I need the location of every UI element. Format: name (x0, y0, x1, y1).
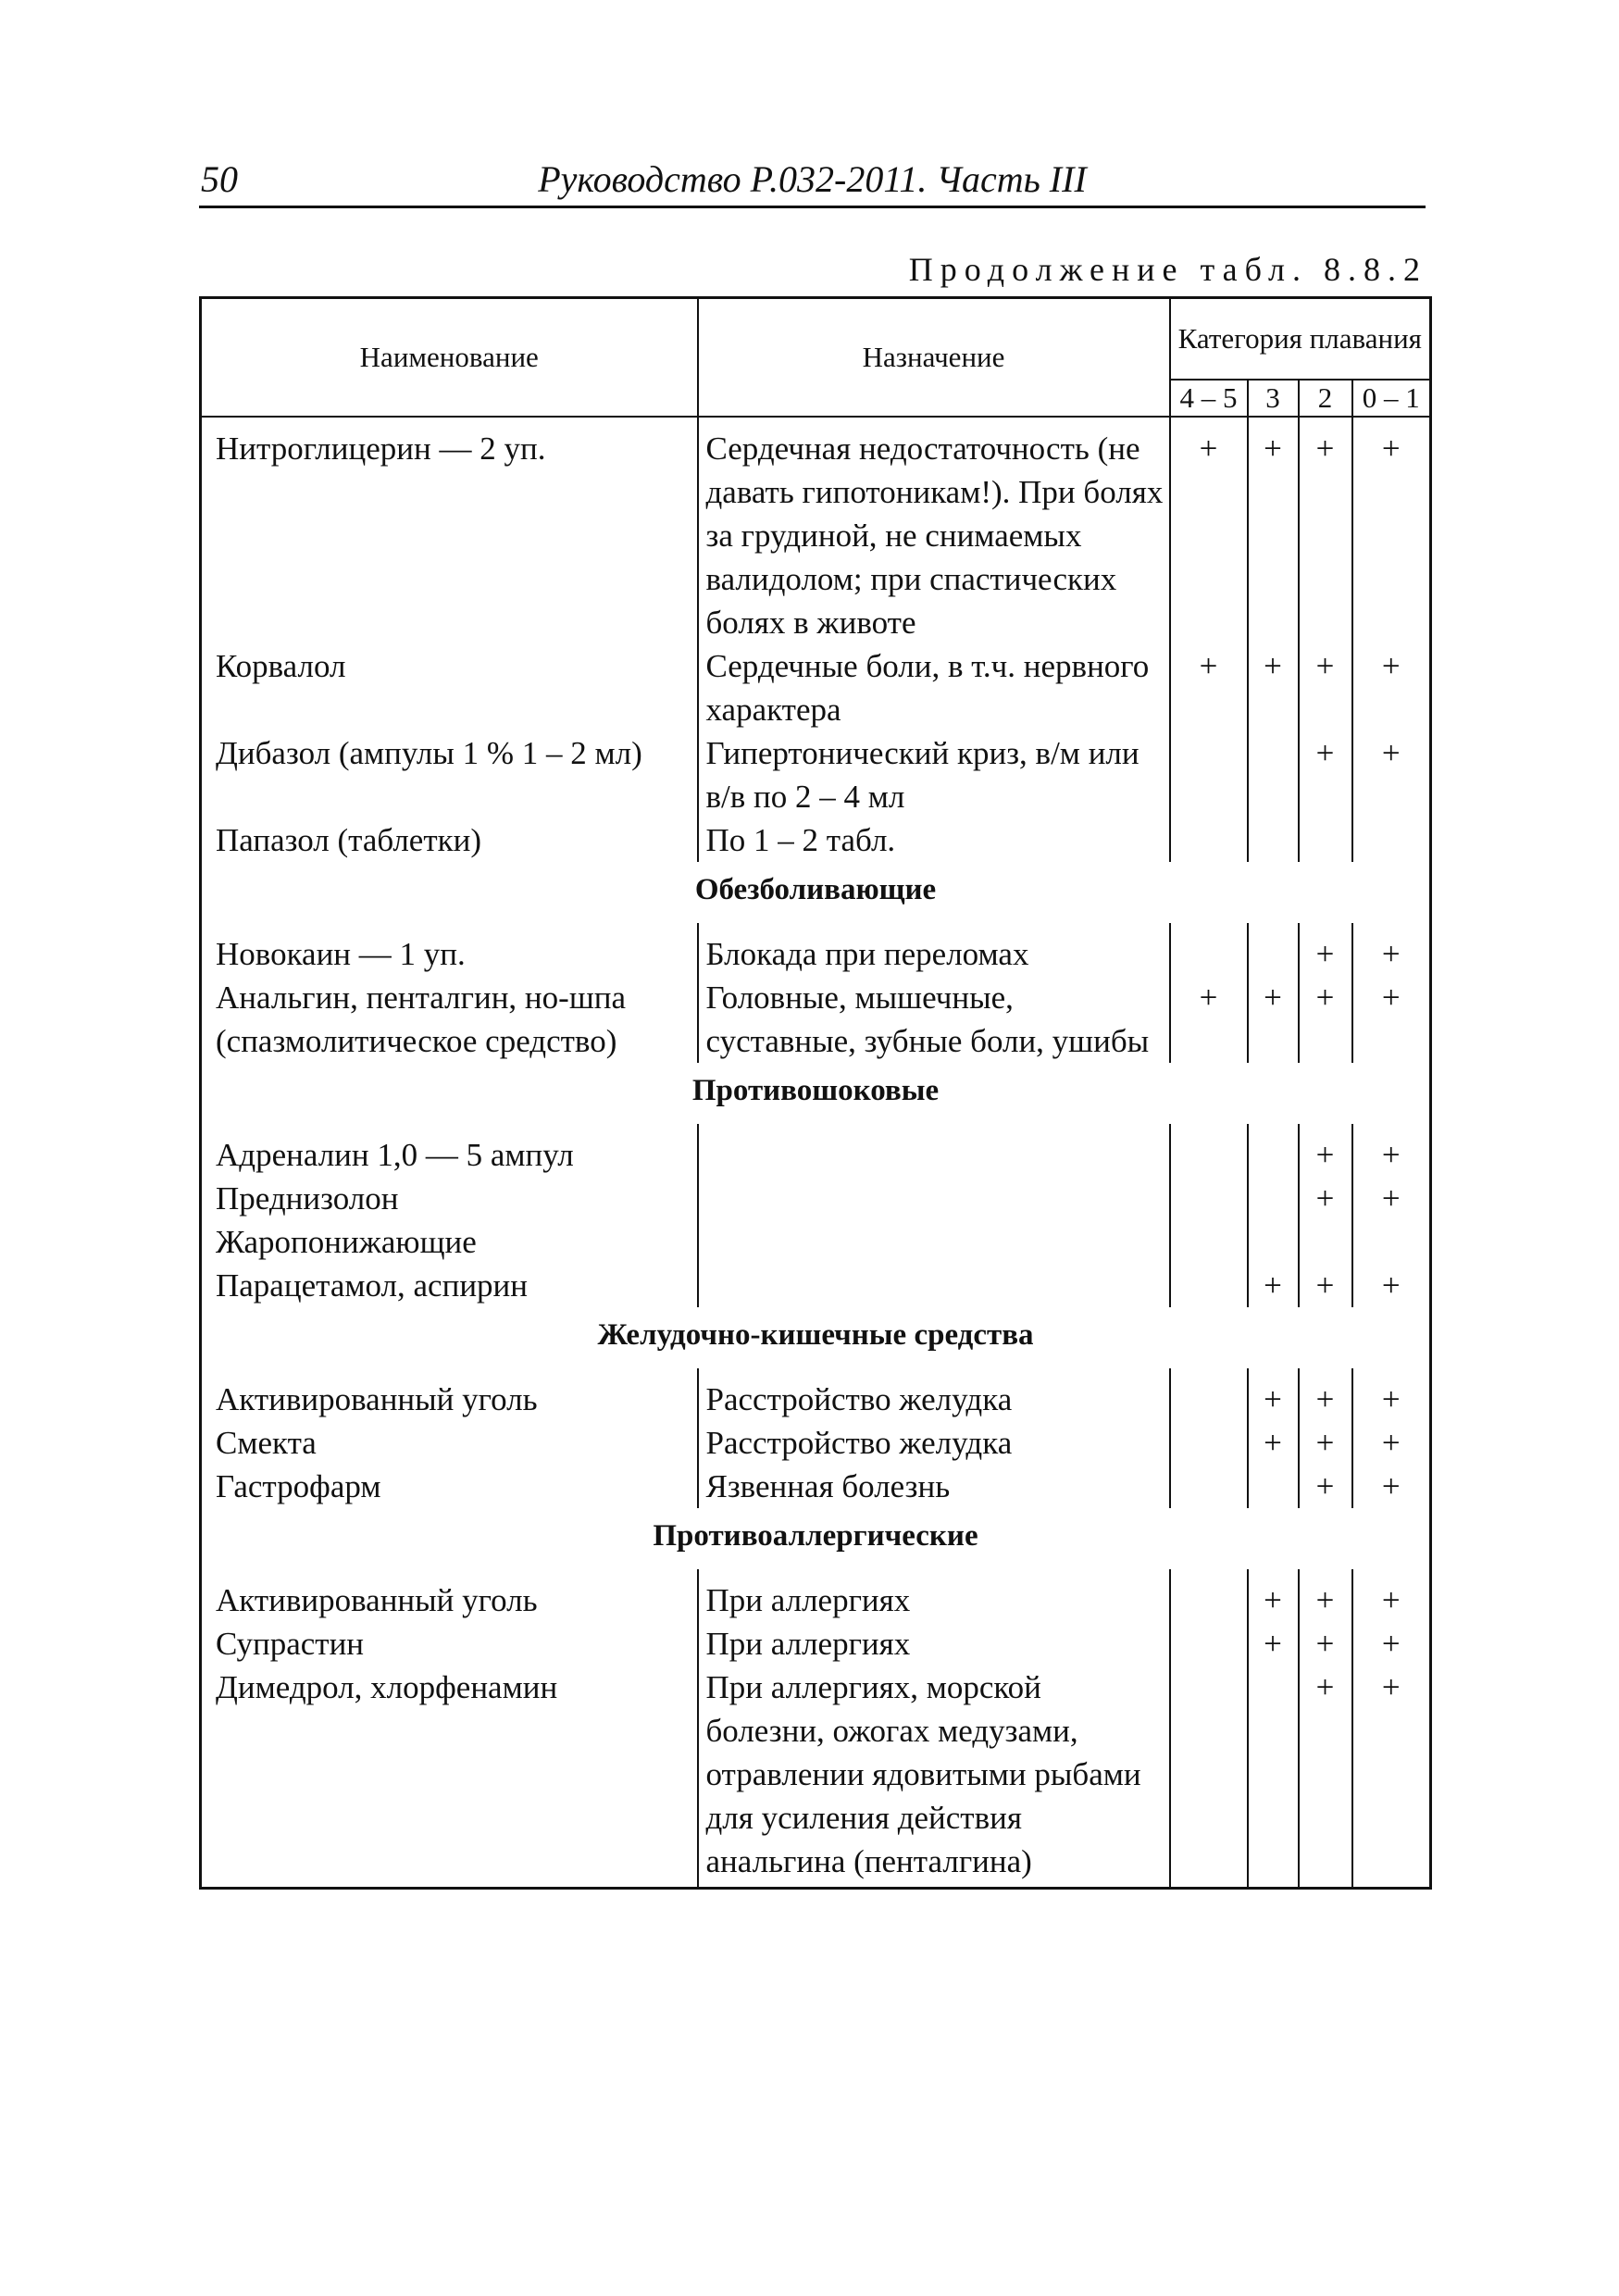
category-mark-cell: + (1352, 1622, 1431, 1666)
category-mark-cell: + (1352, 1177, 1431, 1220)
medicine-purpose-cell: Головные, мышечные, суставные, зубные боли, ушибы (698, 976, 1170, 1063)
table-row (201, 1421, 1431, 1465)
medicine-purpose-cell: Расстройство желудка (698, 1368, 1170, 1421)
category-mark-cell (1170, 1264, 1248, 1307)
medicine-name-cell: Активированный уголь (201, 1569, 698, 1622)
category-mark-cell (1170, 923, 1248, 976)
category-mark-cell: + (1352, 1264, 1431, 1307)
table-row (201, 818, 1431, 862)
medicine-purpose-cell: Сердечные боли, в т.ч. нервного характера (698, 644, 1170, 731)
table-row (201, 1177, 1431, 1220)
category-mark-cell: + (1299, 1124, 1352, 1177)
running-title: Руководство Р.032-2011. Часть III (538, 158, 1087, 200)
table-body (201, 417, 1431, 1889)
column-header-category: 3 (1248, 380, 1299, 417)
section-heading: Противошоковые (201, 1063, 1431, 1124)
category-mark-cell: + (1299, 1368, 1352, 1421)
category-mark-cell: + (1352, 1569, 1431, 1622)
category-mark-cell: + (1170, 976, 1248, 1063)
category-mark-cell (1299, 818, 1352, 862)
medicine-purpose-cell: При аллергиях (698, 1622, 1170, 1666)
medicine-purpose-cell: Гипертонический криз, в/м или в/в по 2 – 4 мл (698, 731, 1170, 818)
medicine-name-cell: Смекта (201, 1421, 698, 1465)
medicine-name-cell: Новокаин — 1 уп. (201, 923, 698, 976)
table-row (201, 731, 1431, 818)
category-mark-cell: + (1352, 1421, 1431, 1465)
category-mark-cell: + (1352, 1368, 1431, 1421)
medicine-purpose-cell (698, 1264, 1170, 1307)
table-header (201, 298, 1431, 418)
category-mark-cell: + (1248, 1421, 1299, 1465)
medicine-name-cell: Дибазол (ампулы 1 % 1 – 2 мл) (201, 731, 698, 818)
medicine-name-cell: Гастрофарм (201, 1465, 698, 1508)
category-mark-cell: + (1299, 1421, 1352, 1465)
medicine-purpose-cell: Расстройство желудка (698, 1421, 1170, 1465)
category-mark-cell (1299, 1220, 1352, 1264)
table-row (201, 1622, 1431, 1666)
medicine-name-cell: Преднизолон (201, 1177, 698, 1220)
category-mark-cell: + (1299, 1622, 1352, 1666)
category-mark-cell: + (1299, 731, 1352, 818)
medicine-name-cell: Супрастин (201, 1622, 698, 1666)
category-mark-cell: + (1248, 1569, 1299, 1622)
table-row (201, 1465, 1431, 1508)
category-mark-cell (1170, 1124, 1248, 1177)
medicine-name-cell: Жаропонижающие (201, 1220, 698, 1264)
medicine-name-cell: Нитроглицерин — 2 уп. (201, 417, 698, 644)
category-mark-cell (1170, 1465, 1248, 1508)
section-row (201, 1063, 1431, 1124)
section-row (201, 1508, 1431, 1569)
category-mark-cell (1248, 731, 1299, 818)
category-mark-cell (1248, 923, 1299, 976)
column-header-purpose: Назначение (698, 298, 1170, 418)
category-mark-cell: + (1299, 1177, 1352, 1220)
table-row (201, 1264, 1431, 1307)
category-mark-cell: + (1352, 1465, 1431, 1508)
medicine-name-cell: Парацетамол, аспирин (201, 1264, 698, 1307)
table-row (201, 923, 1431, 976)
category-mark-cell (1248, 1666, 1299, 1889)
category-mark-cell: + (1299, 923, 1352, 976)
category-mark-cell (1170, 731, 1248, 818)
category-mark-cell: + (1299, 1569, 1352, 1622)
section-heading: Желудочно-кишечные средства (201, 1307, 1431, 1368)
category-mark-cell: + (1248, 976, 1299, 1063)
category-mark-cell (1248, 1465, 1299, 1508)
category-mark-cell (1170, 1622, 1248, 1666)
medicine-purpose-cell (698, 1124, 1170, 1177)
medicine-purpose-cell: Язвенная болезнь (698, 1465, 1170, 1508)
table-row (201, 1220, 1431, 1264)
category-mark-cell: + (1352, 923, 1431, 976)
category-mark-cell (1170, 818, 1248, 862)
medicine-name-cell: Димедрол, хлорфенамин (201, 1666, 698, 1889)
category-mark-cell: + (1248, 1264, 1299, 1307)
medicine-purpose-cell: При аллергиях, морской болезни, ожогах медузами, отравлении ядовитыми рыбами для усиления действия анальгина (пенталгина) (698, 1666, 1170, 1889)
page-header (199, 157, 1426, 208)
section-heading: Обезболивающие (201, 862, 1431, 923)
column-header-category-group: Категория плавания (1170, 298, 1431, 381)
column-header-category: 0 – 1 (1352, 380, 1431, 417)
table-row (201, 1569, 1431, 1622)
table-row (201, 1368, 1431, 1421)
category-mark-cell (1248, 1124, 1299, 1177)
category-mark-cell (1248, 818, 1299, 862)
table-row (201, 417, 1431, 644)
category-mark-cell (1248, 1220, 1299, 1264)
medicine-table (199, 296, 1432, 1890)
medicine-purpose-cell (698, 1177, 1170, 1220)
column-header-category: 4 – 5 (1170, 380, 1248, 417)
category-mark-cell (1170, 1421, 1248, 1465)
category-mark-cell: + (1170, 417, 1248, 644)
medicine-name-cell: Папазол (таблетки) (201, 818, 698, 862)
category-mark-cell (1170, 1220, 1248, 1264)
medicine-name-cell: Корвалол (201, 644, 698, 731)
category-mark-cell: + (1248, 1368, 1299, 1421)
category-mark-cell: + (1248, 1622, 1299, 1666)
category-mark-cell: + (1352, 1124, 1431, 1177)
medicine-purpose-cell (698, 1220, 1170, 1264)
table-row (201, 644, 1431, 731)
category-mark-cell: + (1299, 644, 1352, 731)
medicine-purpose-cell: При аллергиях (698, 1569, 1170, 1622)
category-mark-cell (1352, 1220, 1431, 1264)
category-mark-cell: + (1248, 417, 1299, 644)
medicine-purpose-cell: Сердечная недостаточность (не давать гипотоникам!). При болях за грудиной, не снимаемых валидолом; при спастических болях в животе (698, 417, 1170, 644)
section-row (201, 862, 1431, 923)
section-row (201, 1307, 1431, 1368)
category-mark-cell (1248, 1177, 1299, 1220)
category-mark-cell: + (1352, 731, 1431, 818)
category-mark-cell (1170, 1569, 1248, 1622)
medicine-purpose-cell: Блокада при переломах (698, 923, 1170, 976)
category-mark-cell: + (1299, 1465, 1352, 1508)
category-mark-cell: + (1248, 644, 1299, 731)
category-mark-cell: + (1352, 417, 1431, 644)
category-mark-cell (1170, 1177, 1248, 1220)
category-mark-cell (1170, 1666, 1248, 1889)
category-mark-cell: + (1352, 644, 1431, 731)
medicine-table-container (199, 296, 1429, 1890)
medicine-purpose-cell: По 1 – 2 табл. (698, 818, 1170, 862)
category-mark-cell: + (1352, 1666, 1431, 1889)
medicine-name-cell: Анальгин, пенталгин, но-шпа (спазмолитическое средство) (201, 976, 698, 1063)
category-mark-cell: + (1299, 1666, 1352, 1889)
category-mark-cell: + (1299, 976, 1352, 1063)
medicine-name-cell: Активированный уголь (201, 1368, 698, 1421)
table-row (201, 976, 1431, 1063)
category-mark-cell (1170, 1368, 1248, 1421)
category-mark-cell: + (1352, 976, 1431, 1063)
section-heading: Противоаллергические (201, 1508, 1431, 1569)
medicine-name-cell: Адреналин 1,0 — 5 ампул (201, 1124, 698, 1177)
table-row (201, 1124, 1431, 1177)
column-header-name: Наименование (201, 298, 698, 418)
category-mark-cell: + (1299, 417, 1352, 644)
category-mark-cell (1352, 818, 1431, 862)
column-header-category: 2 (1299, 380, 1352, 417)
table-continuation-label: Продолжение табл. 8.8.2 (908, 251, 1427, 288)
category-mark-cell: + (1299, 1264, 1352, 1307)
category-mark-cell: + (1170, 644, 1248, 731)
page-number: 50 (201, 158, 238, 200)
table-row (201, 1666, 1431, 1889)
